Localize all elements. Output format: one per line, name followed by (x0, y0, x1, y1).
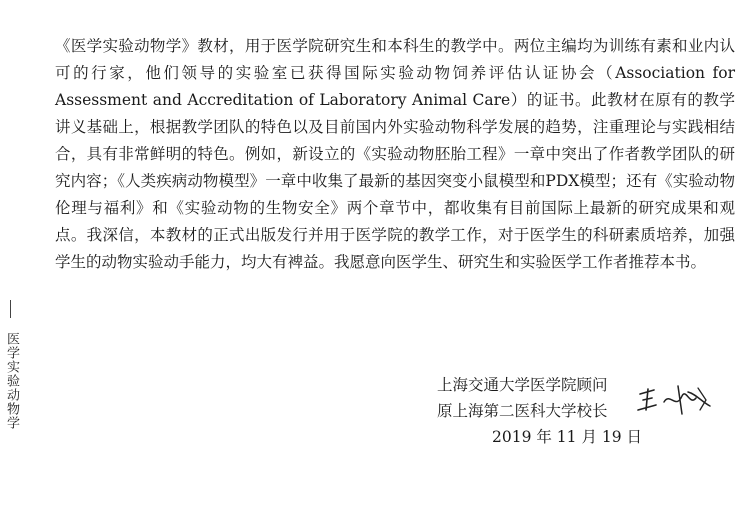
preface-body (55, 33, 735, 276)
signoff-affiliation: 上海交通大学医学院顾问 (437, 376, 608, 394)
signoff-date: 2019 年 11 月 19 日 (492, 428, 643, 446)
running-title: 医学实验动物学 (4, 332, 19, 430)
handwritten-signature (636, 380, 726, 420)
side-rule (10, 300, 11, 318)
signoff-former-title: 原上海第二医科大学校长 (437, 402, 608, 420)
preface-paragraph: 《医学实验动物学》教材，用于医学院研究生和本科生的教学中。两位主编均为训练有素和业内认可的行家，他们领导的实验室已获得国际实验动物饲养评估认证协会（Association for Assessment and Accreditation of Laboratory Animal Care）的证书。此教材在原有的教学讲义基础上，根据教学团队的特色以及目前国内外实验动物科学发展的趋势，注重理论与实践相结合，具有非常鲜明的特色。例如，新设立的《实验动物胚胎工程》一章中突出了作者教学团队的研究内容；《人类疾病动物模型》一章中收集了最新的基因突变小鼠模型和PDX模型；还有《实验动物伦理与福利》和《实验动物的生物安全》两个章节中，都收集有目前国际上最新的研究成果和观点。我深信，本教材的正式出版发行并用于医学院的教学工作，对于医学生的科研素质培养，加强学生的动物实验动手能力，均大有裨益。我愿意向医学生、研究生和实验医学工作者推荐本书。 (55, 37, 735, 271)
